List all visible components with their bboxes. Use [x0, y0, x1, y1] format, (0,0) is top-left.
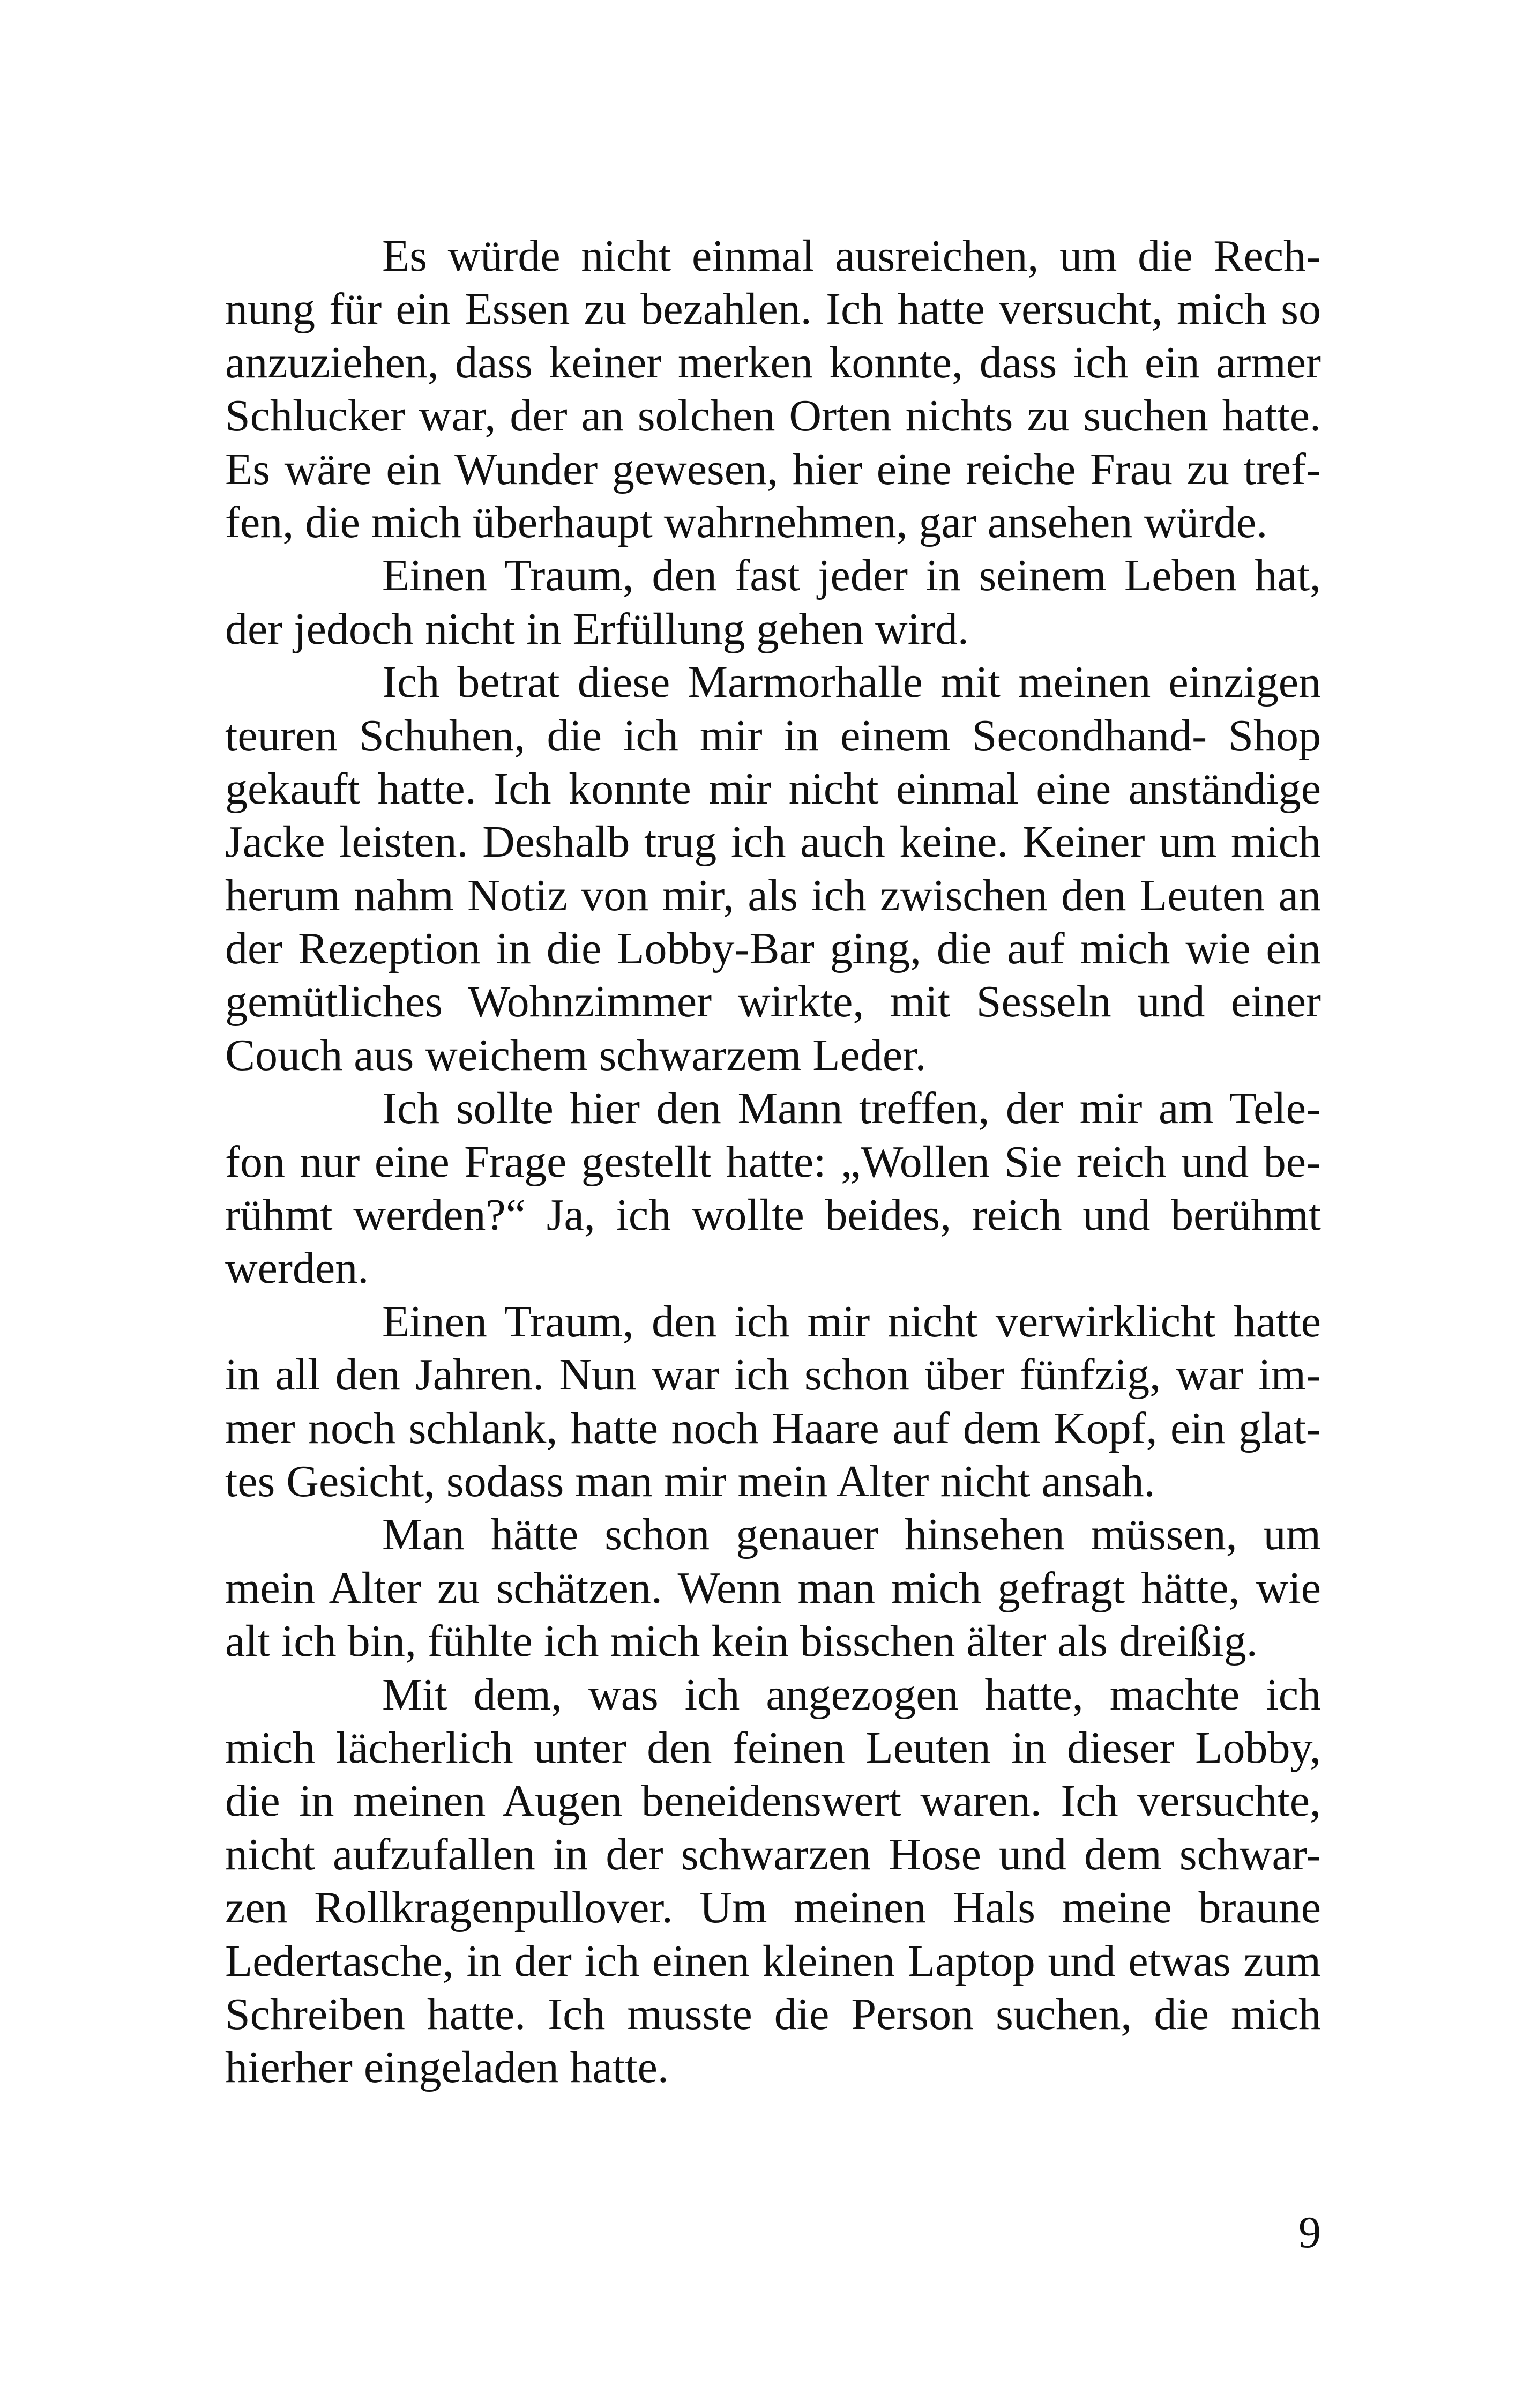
text-line: Couch aus weichem schwarzem Leder.: [225, 1030, 927, 1080]
text-line: fen, die mich überhaupt wahrnehmen, gar ansehen würde.: [225, 497, 1268, 547]
text-line: mein Alter zu schätzen. Wenn man mich gefragt hätte, wie: [225, 1563, 1321, 1613]
text-line: gekauft hatte. Ich konnte mir nicht einmal eine anständige: [225, 763, 1321, 814]
page-number: 9: [1298, 2208, 1321, 2257]
text-line: Einen Traum, den ich mir nicht verwirklicht hatte: [382, 1296, 1321, 1347]
text-line: tes Gesicht, sodass man mir mein Alter nicht ansah.: [225, 1456, 1155, 1506]
text-line: nung für ein Essen zu bezahlen. Ich hatte versucht, mich so: [225, 284, 1321, 335]
text-line: Man hätte schon genauer hinsehen müssen, um: [382, 1510, 1321, 1560]
text-line: Schreiben hatte. Ich musste die Person suchen, die mich: [225, 1989, 1321, 2039]
text-line: Ich betrat diese Marmorhalle mit meinen einzigen: [382, 657, 1321, 708]
text-line: Einen Traum, den fast jeder in seinem Leben hat,: [382, 551, 1321, 601]
text-line: rühmt werden?“ Ja, ich wollte beides, reich und berühmt: [225, 1190, 1321, 1240]
text-line: Ledertasche, in der ich einen kleinen Laptop und etwas zum: [225, 1936, 1321, 1986]
text-line: teuren Schuhen, die ich mir in einem Secondhand- Shop: [225, 710, 1321, 761]
text-line: zen Rollkragenpullover. Um meinen Hals meine braune: [225, 1883, 1321, 1933]
text-line: herum nahm Notiz von mir, als ich zwischen den Leuten an: [225, 870, 1321, 920]
text-line: in all den Jahren. Nun war ich schon über fünfzig, war im-: [225, 1350, 1321, 1400]
text-line: die in meinen Augen beneidenswert waren. Ich versuchte,: [225, 1776, 1321, 1826]
body-text: [225, 229, 1321, 2094]
text-line: fon nur eine Frage gestellt hatte: „Wollen Sie reich und be-: [225, 1136, 1321, 1187]
text-line: Mit dem, was ich angezogen hatte, machte ich: [382, 1669, 1321, 1720]
text-line: nicht aufzufallen in der schwarzen Hose und dem schwar-: [225, 1829, 1321, 1879]
text-line: Schlucker war, der an solchen Orten nichts zu suchen hatte.: [225, 391, 1321, 441]
text-line: Ich sollte hier den Mann treffen, der mir am Tele-: [382, 1083, 1321, 1134]
text-line: Jacke leisten. Deshalb trug ich auch keine. Keiner um mich: [225, 817, 1321, 867]
text-line: mer noch schlank, hatte noch Haare auf dem Kopf, ein glat-: [225, 1403, 1321, 1453]
text-line: hierher eingeladen hatte.: [225, 2042, 669, 2093]
text-line: gemütliches Wohnzimmer wirkte, mit Sesseln und einer: [225, 977, 1321, 1027]
text-line: der jedoch nicht in Erfüllung gehen wird.: [225, 604, 969, 654]
text-line: Es wäre ein Wunder gewesen, hier eine reiche Frau zu tref-: [225, 444, 1321, 494]
text-line: Es würde nicht einmal ausreichen, um die Rech-: [382, 231, 1321, 281]
text-line: anzuziehen, dass keiner merken konnte, dass ich ein armer: [225, 337, 1321, 388]
text-line: mich lächerlich unter den feinen Leuten in dieser Lobby,: [225, 1722, 1321, 1773]
text-line: werden.: [225, 1243, 369, 1294]
text-line: alt ich bin, fühlte ich mich kein bisschen älter als dreißig.: [225, 1616, 1258, 1667]
text-line: der Rezeption in die Lobby-Bar ging, die auf mich wie ein: [225, 924, 1321, 974]
